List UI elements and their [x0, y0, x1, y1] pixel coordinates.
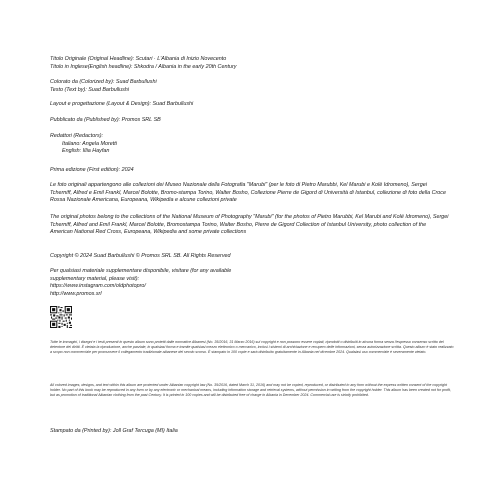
- editors-label: Redattori (Redactors):: [50, 133, 104, 139]
- copyright-line: Copyright © 2024 Suad Barbullushi © Promos SRL SB. All Rights Reserved: [50, 253, 231, 259]
- title-block: [50, 56, 450, 71]
- supplementary-text-1: Per qualsiasi materiale supplementare disponibile, visitare (for any available: [50, 268, 232, 274]
- editor-english: English: Illia Hayfan: [62, 148, 110, 155]
- instagram-link[interactable]: https://www.instagram.com/oldphotopro/: [50, 283, 146, 290]
- website-link[interactable]: http://www.promos.srl: [50, 290, 102, 297]
- qr-code-icon: [50, 306, 72, 328]
- photo-sources-english: The original photos belong to the collections of the National Museum of Photography "Marubi" (for the photos of Pietro Marubbi, Kel Marubi and Kolë Idromeno), Sergei Tcherniff, Alfred and Emil Frankl, Marcel Bolotte, Bromostampa Torino, Walter Bosho, Pierre de Gigord Collection of Istanbul University, photo collection of the American National Red Cross, Europeana, Wikipedia and some private collections: [50, 214, 449, 236]
- text-by: Testo (Text by): Suad Barbullushi: [50, 86, 130, 93]
- editor-italian: Italiano: Angela Moretti: [62, 140, 117, 147]
- supplementary-text-2: supplementary material, please visit):: [50, 275, 139, 282]
- original-title: Titolo Originale (Original Headline): Scutari · L'Albania di Inizio Novecento: [50, 56, 227, 62]
- author-credits: [50, 79, 450, 94]
- publisher-credit: Pubblicato da (Published by): Promos SRL SB: [50, 117, 161, 123]
- english-title: Titolo in Inglese(English headline): Shkodra / Albania in the early 20th Century: [50, 63, 237, 70]
- supplementary-material: [50, 268, 450, 298]
- printer-credit: Stampato da (Printed by): Joll Graf Tercuga (MI) Italia: [50, 428, 178, 434]
- legal-notice-english: All colored images, designs, and text within this album are protected under Albanian copyright law (No. 35/2016, dated March 31, 2016) and may not be copied, reproduced, or distributed in any form without the express written consent of the copyright holder. No part of this book may be reproduced in any form or by any electronic or mechanical means, including information storage and retrieval systems, without permission in writing from the copyright holder. This album has been created not for profit, but as promotion of traditional Albanian clothing from the past Century. It is printed in 100 copies and will be distributed free of charge in Albania in December 2024. Commercial use is strictly prohibited.: [50, 383, 452, 397]
- edition-line: Prima edizione (First edition): 2024: [50, 167, 134, 173]
- editors-list: [62, 141, 462, 156]
- legal-notice-italian: Tutte le immagini, i disegni e i testi presenti in questo album sono protetti dalle normative Albanesi (No. 35/2016, 31 Marzo 2016) sul copyright e non possono essere copiati, riprodotti o distribuiti in alcuna forma senza l'espresso consenso scritto del detentore dei diritti. È vietata la riproduzione, anche parziale, in qualsiasi forma e tramite qualsiasi mezzo elettronico o meccanico, inclusi i sistemi di archiviazione e recupero delle informazioni, senza autorizzazione scritta. Questo album è stato realizzato a scopo non commerciale per promuovere il collegamento tradizionale albanese del secolo scorso. È stampato in 100 copie e sarà distribuito gratuitamente in Albania nel dicembre 2024. Qualsiasi uso commerciale è severamente vietato.: [50, 340, 454, 354]
- colorized-by: Colorato da (Colorized by): Suad Barbullushi: [50, 79, 157, 85]
- photo-sources-italian: Le foto originali appartengono alle collezioni dei Museo Nazionale della Fotografia "Marubi" (per le foto di Pietro Marubbi, Kel Marubi e Kolë Idromeno), Sergei Tcherniff, Alfred e Emil Frankl, Marcel Bolotte, Bromo-stampa Torino, Walter Bosho, Collezione Pierre de Gigord di Università di Istanbul, collezione di foto della Croce Rossa Nazionale Americana, Europeana, Wikipedia e alcune collezioni private: [50, 182, 446, 204]
- layout-credit: Layout e progettazione (Layout & Design): Suad Barbullushi: [50, 101, 194, 107]
